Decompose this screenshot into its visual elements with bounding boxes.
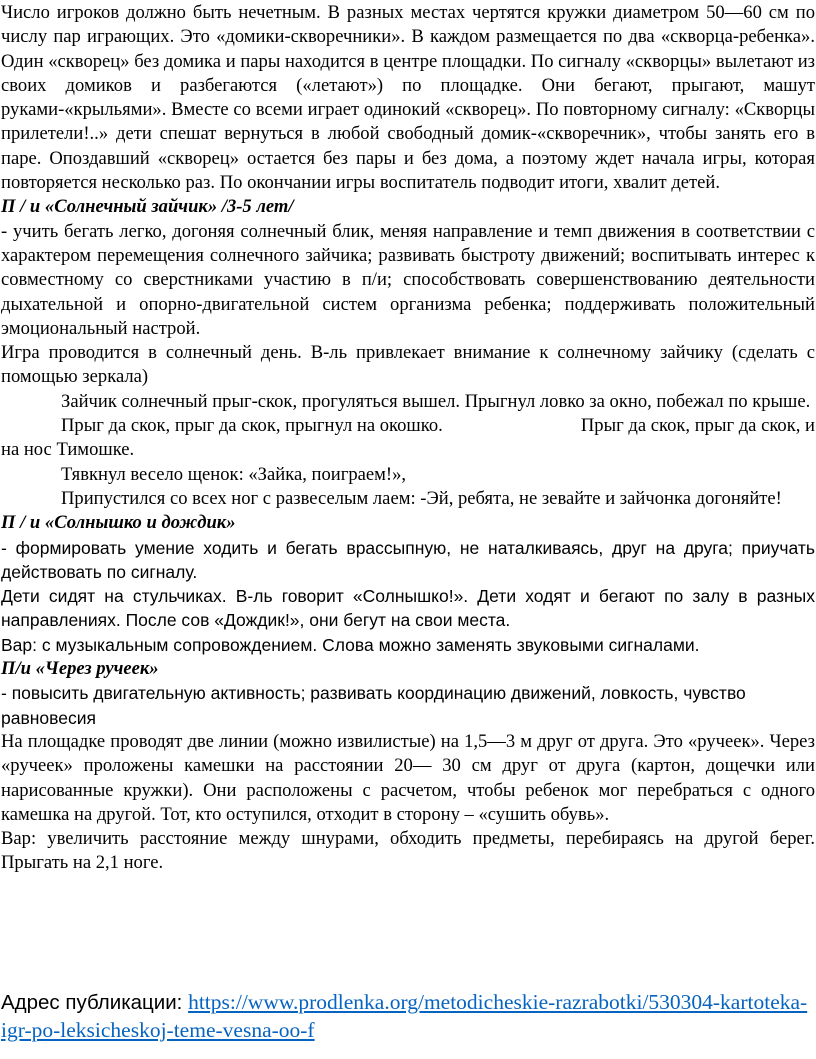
publication-address [1,989,815,1044]
heading-solnechny-zaichik: П / и «Солнечный зайчик» /3-5 лет/ [1,196,294,218]
verse-line-2-left: Прыг да скок, прыг да скок, прыгнул на окошко. [61,415,443,437]
paragraph-solnyshko-goals: - формировать умение ходить и бегать врассыпную, не наталкиваясь, друг на друга; приучать действовать по сигналу. [1,537,815,582]
heading-solnyshko-i-dozhdik: П / и «Солнышко и дождик» [1,512,236,534]
publication-address-label: Адрес публикации: [1,991,189,1014]
verse-line-3: Тявкнул весело щенок: «Зайка, поиграем!», [61,463,407,485]
heading-cherez-rucheek: П/и «Через ручеек» [1,658,159,680]
verse-line-1: Зайчик солнечный прыг-скок, прогуляться вышел. Прыгнул ловко за окно, побежал по крыше. [61,390,811,412]
paragraph-solnyshko-rules: Дети сидят на стульчиках. В-ль говорит «Солнышко!». Дети ходят и бегают по залу в разных направлениях. После сов «Дождик!», они бегут на свои места. [1,586,815,631]
document-body [1,1,815,876]
verse-line-2-continuation: на нос Тимошке. [1,439,135,461]
paragraph-rucheek-rules: На площадке проводят две линии (можно извилистые) на 1,5—3 м друг от друга. Это «ручеек». Через «ручеек» проложены камешки на расстоянии 20— 30 см друг от друга (картон, дощечки или нарисованные кружки). Они расположены с расчетом, чтобы ребенок мог перебраться с одного камешка на другой. Тот, кто оступился, отходит в сторону – «сушить обувь». [1,730,815,825]
verse-line-4: Припустился со всех ног с развеселым лаем: -Эй, ребята, не зевайте и зайчонка догоняйте! [61,487,782,509]
paragraph-rucheek-goals: - повысить двигательную активность; развивать координацию движений, ловкость, чувство равновесия [1,683,746,728]
paragraph-skvortsy-rules: Число игроков должно быть нечетным. В разных местах чертятся кружки диаметром 50—60 см по числу пар играющих. Это «домики-скворечники». В каждом размещается по два «скворца-ребенка». Один «скворец» без домика и пары находится в центре площадки. По сигналу «скворцы» вылетают из своих домиков и разбегаются («летают») по площадке. Они бегают, прыгают, машут руками-«крыльями». Вместе со всеми играет одинокий «скворец». По повторному сигналу: «Скворцы прилетели!..» дети спешат вернуться в любой свободный домик-«скворечник», чтобы занять его в паре. Опоздавший «скворец» остается без пары и без дома, а поэтому ждет начала игры, которая повторяется несколько раз. По окончании игры воспитатель подводит итоги, хвалит детей. [1,2,815,194]
paragraph-zaichik-goals: - учить бегать легко, догоняя солнечный блик, меняя направление и темп движения в соответствии с характером перемещения солнечного зайчика; развивать быстроту движений; воспитывать интерес к совместному со сверстниками участию в п/и; способствовать совершенствованию деятельности дыхательной и опорно-двигательной систем организма ребенка; поддерживать положительный эмоциональный настрой. [1,220,815,339]
verse-line-2-right: Прыг да скок, прыг да скок, и [580,415,815,437]
paragraph-zaichik-intro: Игра проводится в солнечный день. В-ль привлекает внимание к солнечному зайчику (сделать с помощью зеркала) [1,342,815,388]
paragraph-rucheek-variant: Вар: увеличить расстояние между шнурами, обходить предметы, перебираясь на другой берег. Прыгать на 2,1 ноге. [1,828,815,874]
verse-line-2 [1,414,815,463]
paragraph-solnyshko-variant: Вар: с музыкальным сопровождением. Слова можно заменять звуковыми сигналами. [1,634,700,655]
publication-link[interactable]: https://www.prodlenka.org/metodicheskie-razrabotki/530304-kartoteka-igr-po-leksicheskoj-teme-vesna-oo-f [1,990,808,1042]
